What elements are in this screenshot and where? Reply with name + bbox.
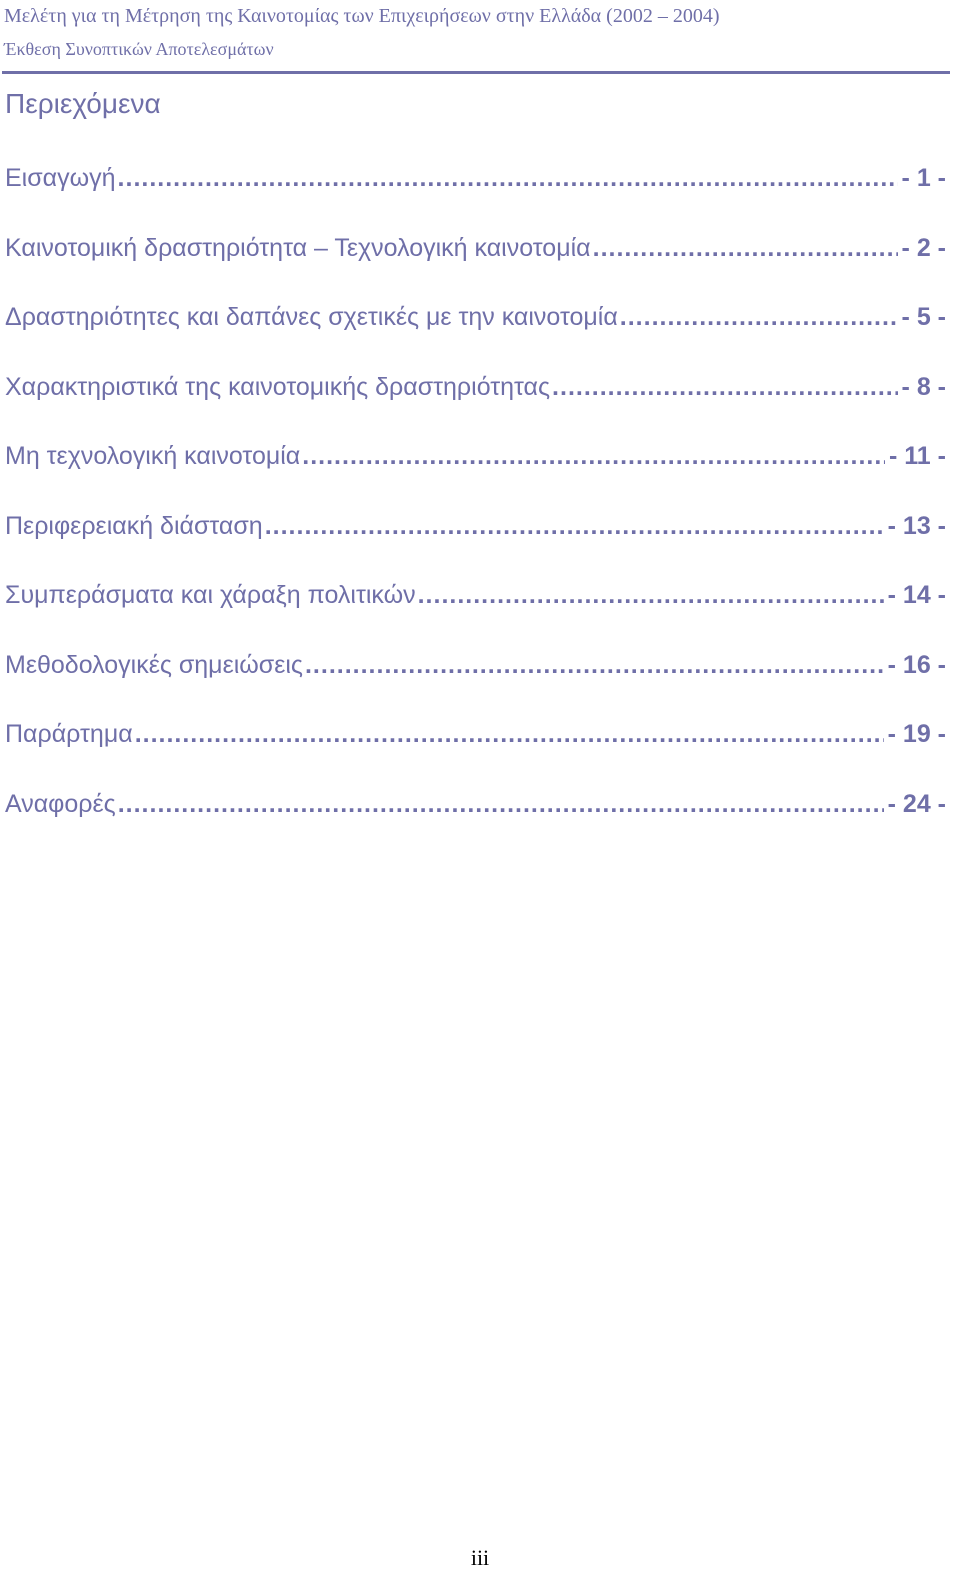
toc-entry-label: Καινοτομική δραστηριότητα – Τεχνολογική καινοτομία <box>5 233 591 262</box>
toc-dot-leader <box>118 158 898 198</box>
running-header <box>4 4 950 60</box>
toc-entry-page: - 8 - <box>901 372 946 401</box>
toc-entry-label: Συμπεράσματα και χάραξη πολιτικών <box>5 581 416 609</box>
toc-entry-conclusions[interactable] <box>5 575 946 645</box>
toc-dot-leader <box>418 575 884 615</box>
toc-entry-regional[interactable] <box>5 506 946 576</box>
toc-entry-page: - 2 - <box>901 233 946 262</box>
toc-entry-activities-expenses[interactable] <box>5 297 946 367</box>
toc-entry-references[interactable] <box>5 784 946 854</box>
toc-entry-page: - 19 - <box>887 720 946 748</box>
toc-dot-leader <box>135 714 884 754</box>
toc-dot-leader <box>593 228 898 268</box>
toc-entry-label: Αναφορές <box>5 789 116 818</box>
toc-entry-non-technological[interactable] <box>5 436 946 506</box>
page-number: iii <box>470 1545 490 1570</box>
toc-dot-leader <box>118 784 884 824</box>
toc-entry-page: - 14 - <box>887 581 946 609</box>
toc-entry-introduction[interactable] <box>5 158 946 228</box>
toc-entry-page: - 5 - <box>901 303 946 331</box>
toc-entry-label: Δραστηριότητες και δαπάνες σχετικές με την καινοτομία <box>5 303 618 331</box>
toc-heading: Περιεχόμενα <box>5 88 161 119</box>
toc-entry-label: Παράρτημα <box>5 720 133 748</box>
toc-entry-appendix[interactable] <box>5 714 946 784</box>
header-title: Μελέτη για τη Μέτρηση της Καινοτομίας των Επιχειρήσεων στην Ελλάδα (2002 – 2004) <box>4 5 720 27</box>
toc-dot-leader <box>265 506 884 546</box>
toc-entry-page: - 16 - <box>887 650 946 679</box>
toc-entry-page: - 11 - <box>889 442 946 470</box>
header-divider <box>2 71 950 74</box>
toc-entry-page: - 24 - <box>887 789 946 818</box>
toc-dot-leader <box>302 436 885 476</box>
toc-entry-innovative-activity[interactable] <box>5 228 946 298</box>
header-subtitle: Έκθεση Συνοπτικών Αποτελεσμάτων <box>4 39 274 59</box>
toc-entry-label: Μη τεχνολογική καινοτομία <box>5 442 301 470</box>
toc-entry-methodology[interactable] <box>5 645 946 715</box>
toc-entry-label: Περιφερειακή διάσταση <box>5 511 263 540</box>
toc-dot-leader <box>620 297 898 337</box>
toc-entry-label: Μεθοδολογικές σημειώσεις <box>5 650 303 679</box>
toc-entry-label: Εισαγωγή <box>5 164 116 192</box>
toc-entry-page: - 13 - <box>887 511 946 540</box>
toc-entry-label: Χαρακτηριστικά της καινοτομικής δραστηριότητας <box>5 372 551 401</box>
toc-entry-characteristics[interactable] <box>5 367 946 437</box>
toc-dot-leader <box>305 645 884 685</box>
toc-dot-leader <box>552 367 898 407</box>
table-of-contents <box>5 158 946 853</box>
toc-entry-page: - 1 - <box>901 164 946 192</box>
